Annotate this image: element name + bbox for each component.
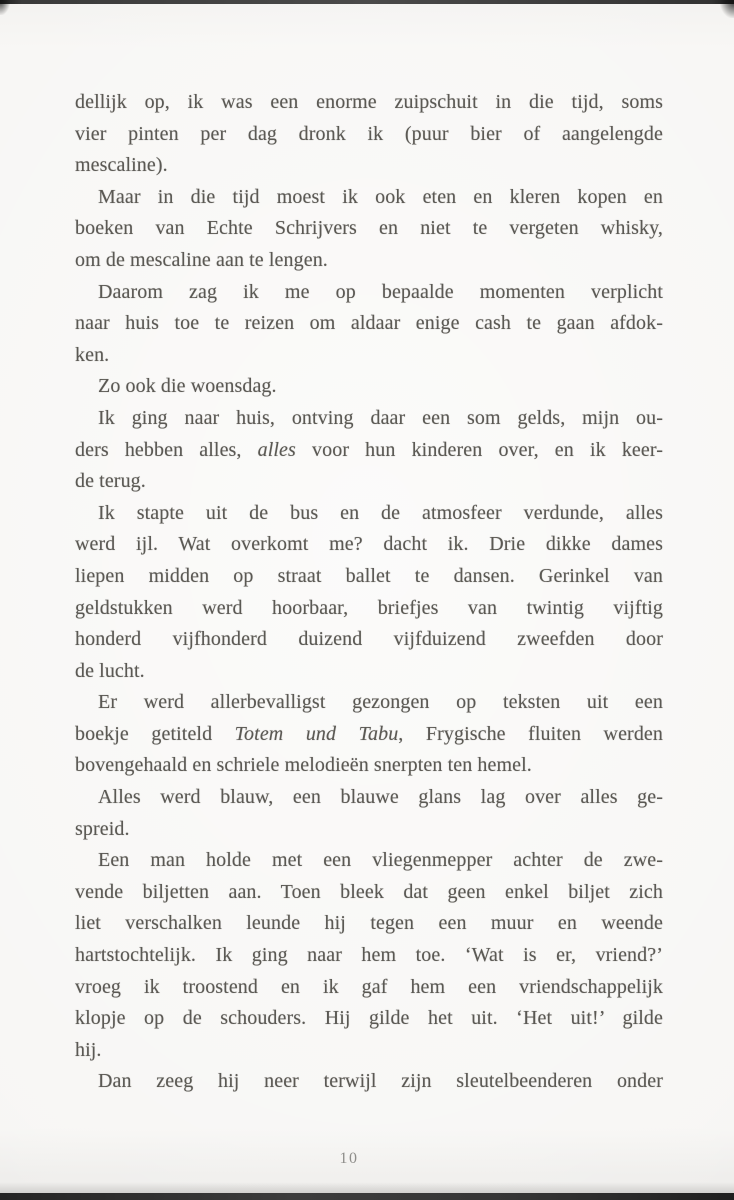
text-line: liet verschalken leunde hij tegen een muur en weende [75,912,663,935]
text-line: geldstukken werd hoorbaar, briefjes van twintig vijftig [75,596,663,619]
text-line: Een man holde met een vliegenmepper achter de zwe- [98,849,663,872]
scan-corner-top-right [720,0,734,18]
text-line: honderd vijfhonderd duizend vijfduizend zweefden door [75,628,663,651]
text-line: hij. [75,1038,102,1061]
text-line: vende biljetten aan. Toen bleek dat geen enkel biljet zich [75,880,663,903]
scan-edge-bottom [0,1193,734,1200]
text-line: Daarom zag ik me op bepaalde momenten verplicht [98,280,663,303]
text-line: boeken van Echte Schrijvers en niet te vergeten whisky, [75,217,663,240]
text-line: boekje getiteld Totem und Tabu, Frygische fluiten werden [75,722,663,745]
text-line: hartstochtelijk. Ik ging naar hem toe. ‘Wat is er, vriend?’ [75,944,663,967]
text-line: Er werd allerbevalligst gezongen op teksten uit een [98,691,663,714]
scan-corner-top-left [0,0,10,15]
text-line: spreid. [75,817,130,840]
scan-edge-top [0,0,734,4]
text-line: ken. [75,343,110,366]
page-number: 10 [339,1150,359,1167]
text-block [75,87,663,1098]
text-line: vier pinten per dag dronk ik (puur bier of aangelengde [75,122,663,145]
text-line: naar huis toe te reizen om aldaar enige cash te gaan afdok- [75,312,663,335]
text-line: mescaline). [75,154,168,177]
text-line: ders hebben alles, alles voor hun kinderen over, en ik keer- [75,438,664,461]
text-line: Dan zeeg hij neer terwijl zijn sleutelbeenderen onder [98,1070,663,1093]
text-line: Ik ging naar huis, ontving daar een som gelds, mijn ou- [98,406,663,429]
text-line: de terug. [75,470,146,493]
text-line: Ik stapte uit de bus en de atmosfeer verdunde, alles [98,501,663,524]
text-line: Alles werd blauw, een blauwe glans lag over alles ge- [98,786,663,809]
text-line: werd ijl. Wat overkomt me? dacht ik. Drie dikke dames [75,533,663,556]
text-line: bovengehaald en schriele melodieën snerpten ten hemel. [75,754,532,777]
text-line: om de mescaline aan te lengen. [75,248,328,271]
scan-edge-bottom-shadow [0,1182,734,1193]
text-line: dellijk op, ik was een enorme zuipschuit in die tijd, soms [75,91,663,113]
text-line: Zo ook die woensdag. [98,375,277,398]
text-line: vroeg ik troostend en ik gaf hem een vriendschappelijk [75,975,663,998]
text-line: liepen midden op straat ballet te dansen. Gerinkel van [75,564,663,587]
text-line: Maar in die tijd moest ik ook eten en kleren kopen en [98,185,663,208]
text-line: de lucht. [75,659,145,682]
text-line: klopje op de schouders. Hij gilde het uit. ‘Het uit!’ gilde [75,1007,663,1030]
